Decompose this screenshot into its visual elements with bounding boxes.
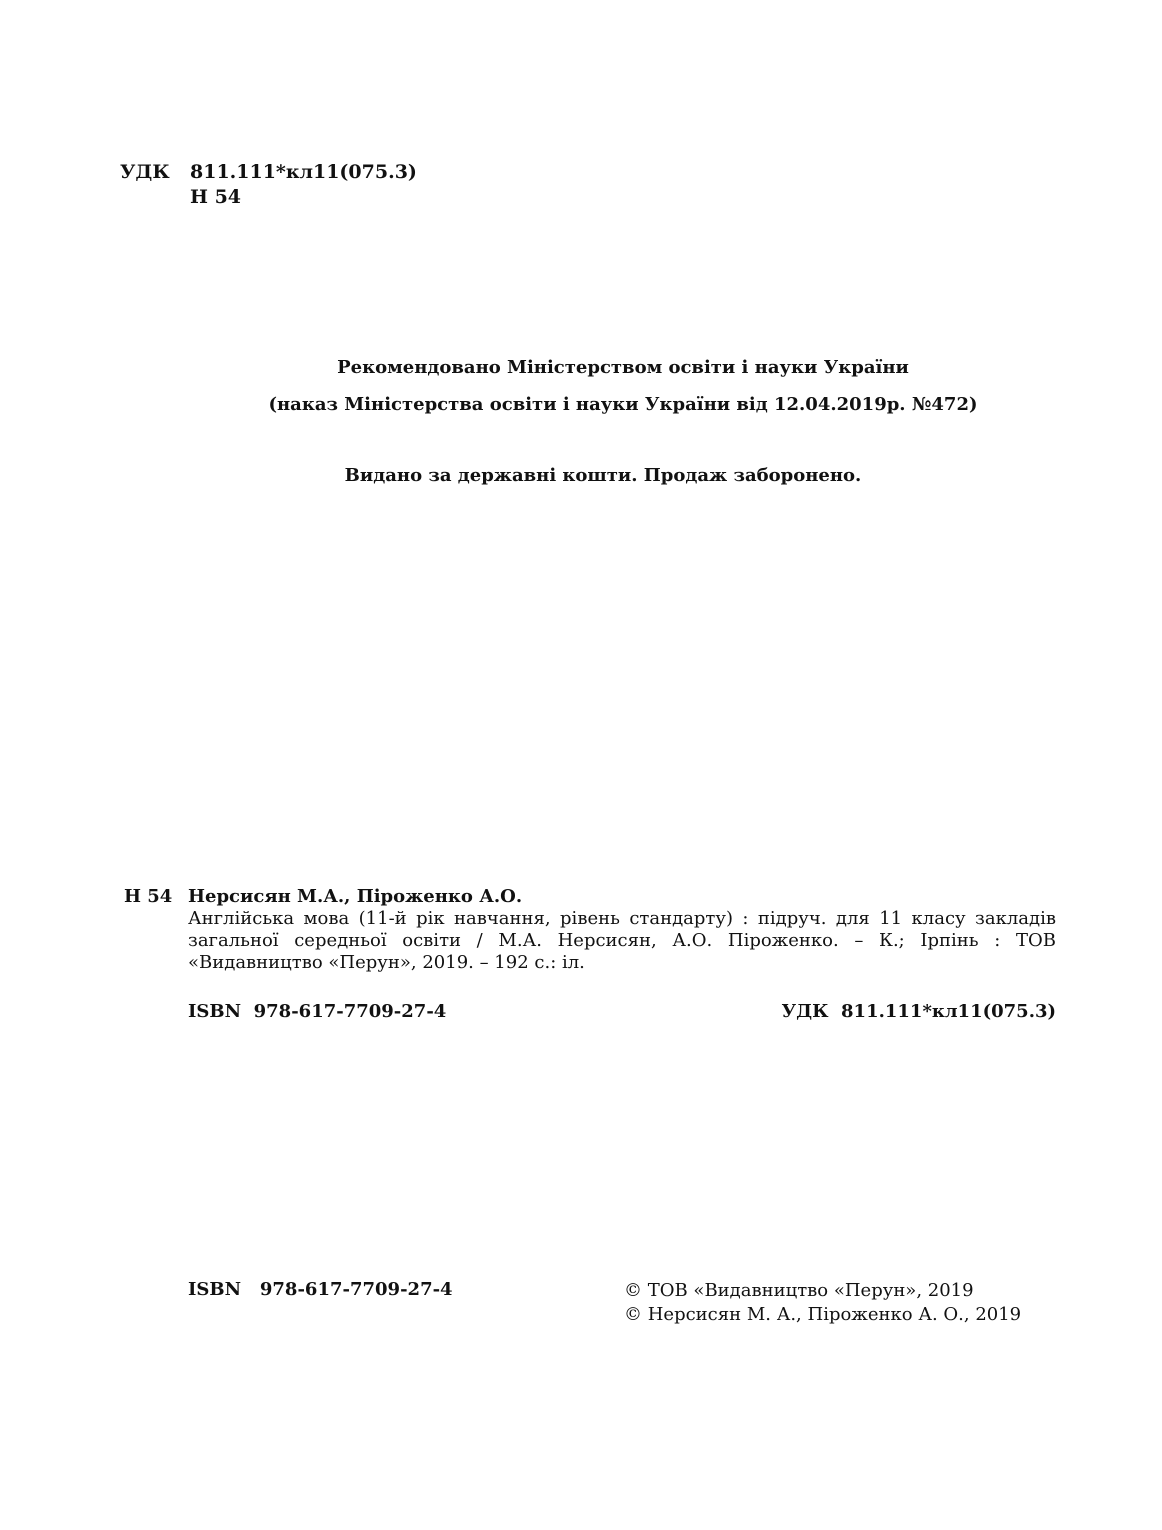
bib-code: Н 54 — [124, 886, 173, 907]
bib-header — [124, 886, 1056, 908]
udk-spacer — [120, 185, 190, 210]
copyright-block — [624, 1279, 1021, 1327]
isbn-udk-row — [188, 1001, 1056, 1022]
recommendation-line: Рекомендовано Міністерством освіти і науки України — [337, 357, 909, 378]
bibliographic-entry — [124, 886, 1056, 974]
bib-description: Англійська мова (11-й рік навчання, рівень стандарту) : підруч. для 11 класу закладів загальної середньої освіти / М.А. Нерсисян, А.О. Піроженко. – К.; Ірпінь : ТОВ «Видавництво «Перун», 2019. – 192 с.: іл. — [188, 908, 1056, 973]
author-mark-row — [120, 185, 417, 210]
udk-block — [120, 160, 417, 210]
footer-isbn: ISBN 978-617-7709-27-4 — [188, 1279, 453, 1300]
state-funded-notice: Видано за державні кошти. Продаж заборонено. — [344, 465, 862, 486]
ministry-order-line: (наказ Міністерства освіти і науки України від 12.04.2019р. №472) — [268, 394, 978, 415]
bib-isbn: ISBN 978-617-7709-27-4 — [188, 1001, 447, 1022]
author-mark: Н 54 — [190, 186, 242, 208]
copyright-publisher: © ТОВ «Видавництво «Перун», 2019 — [624, 1280, 974, 1301]
bib-udk: УДК 811.111*кл11(075.3) — [781, 1001, 1056, 1022]
bib-authors: Нерсисян М.А., Піроженко А.О. — [188, 886, 523, 907]
udk-code: 811.111*кл11(075.3) — [190, 161, 417, 183]
udk-label: УДК — [120, 161, 170, 183]
copyright-authors: © Нерсисян М. А., Піроженко А. О., 2019 — [624, 1304, 1022, 1325]
udk-row — [120, 160, 417, 185]
